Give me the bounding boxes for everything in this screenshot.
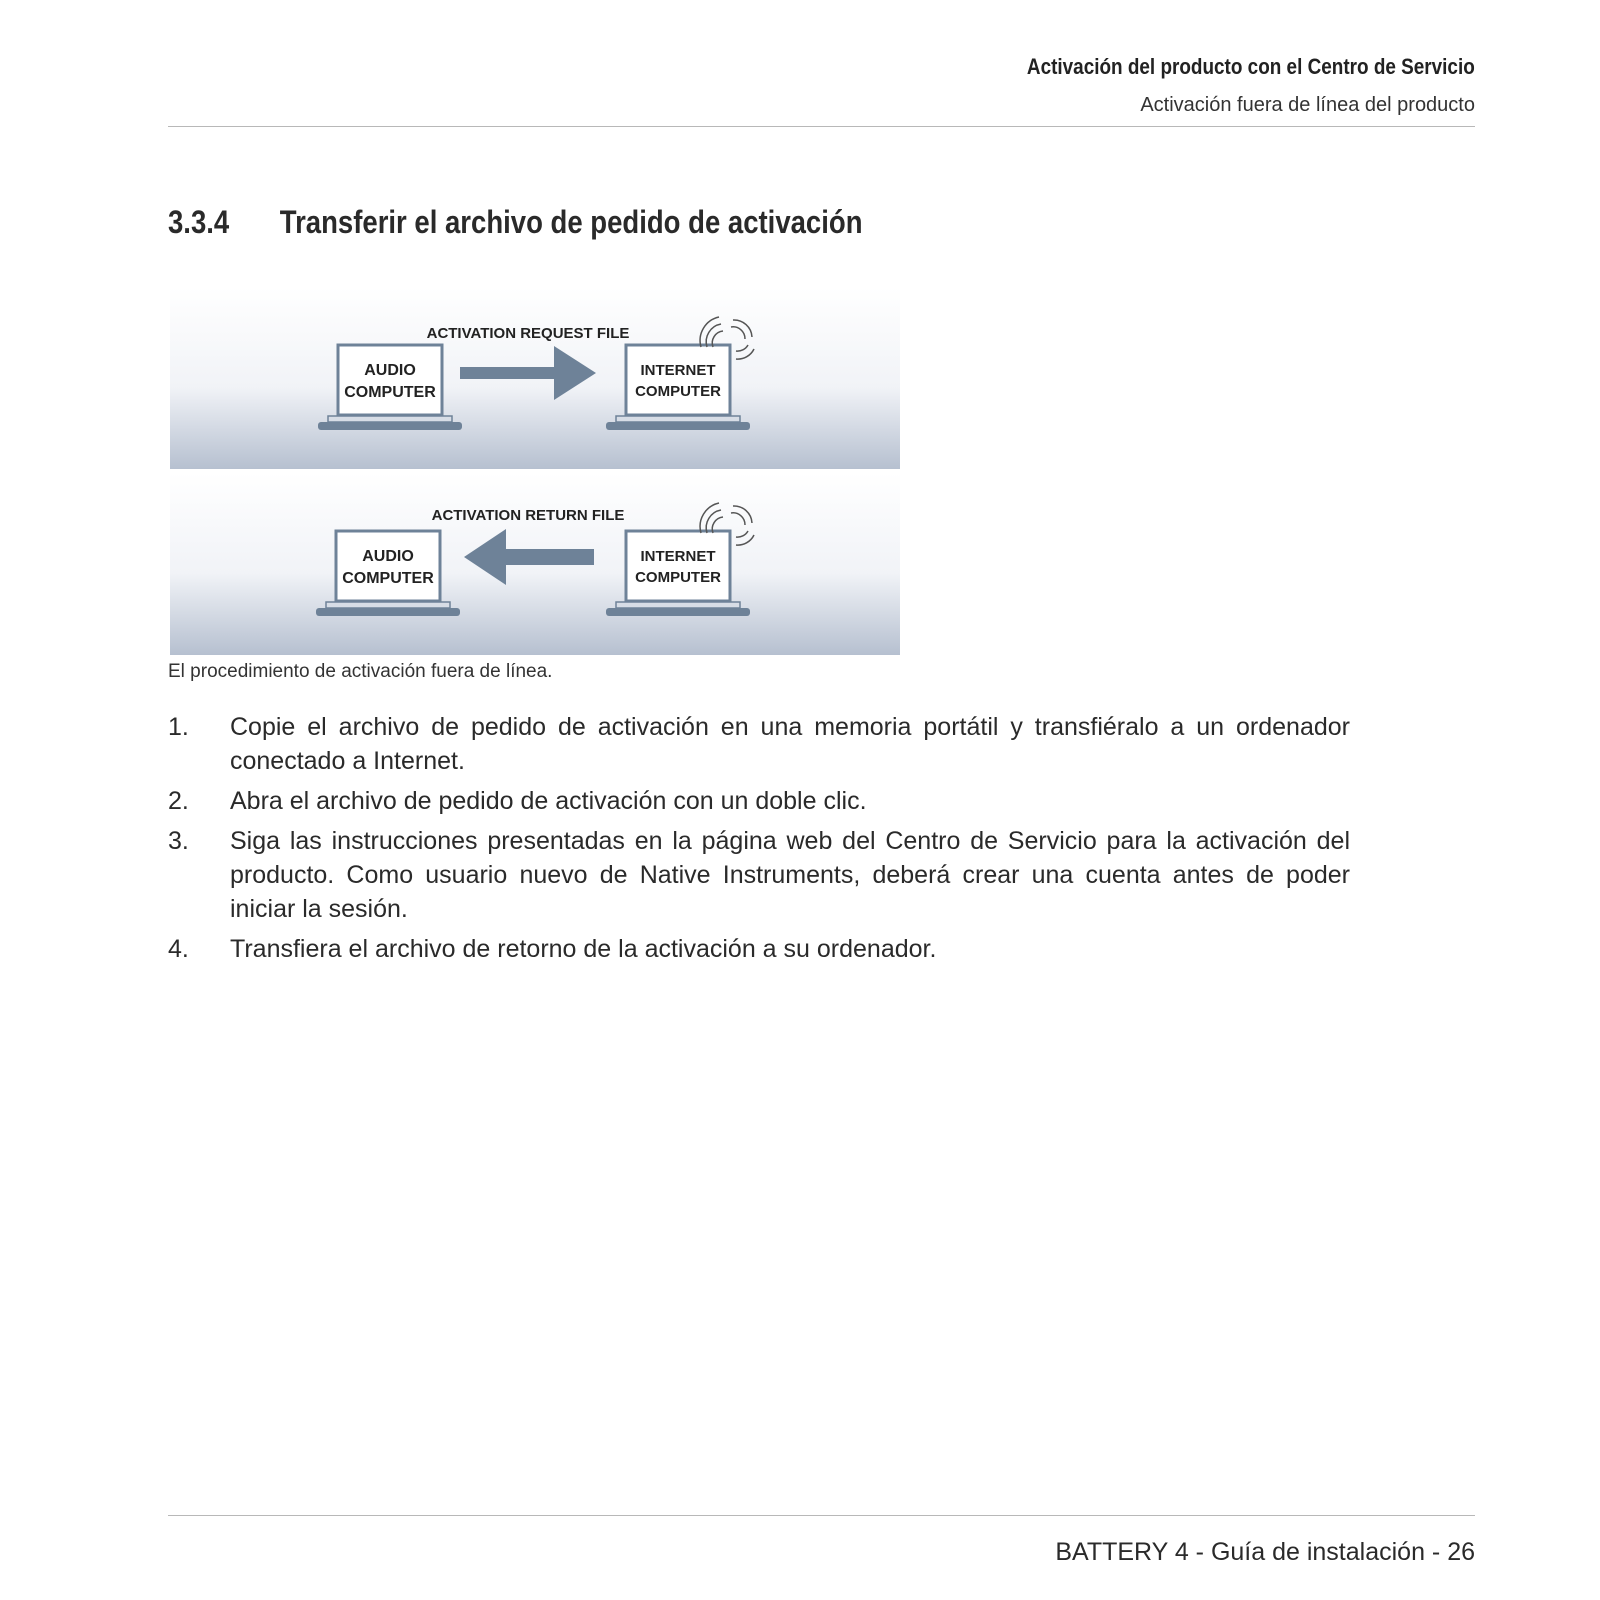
step-text: Transfiera el archivo de retorno de la activación a su ordenador.: [230, 935, 937, 963]
laptop-icon-internet: [606, 345, 750, 430]
activation-diagram: [170, 287, 900, 655]
page-footer: [168, 1515, 1475, 1566]
section-heading: [168, 204, 863, 244]
step-text: Siga las instrucciones presentadas en la página web del Centro de Servicio para la activación del producto. Como usuario nuevo de Native Instruments, deberá crear una cuenta antes de poder iniciar la sesión.: [230, 827, 1350, 923]
step-text: Copie el archivo de pedido de activación en una memoria portátil y transfiéralo a un ordenador conectado a Internet.: [230, 713, 1350, 775]
laptop-icon-audio: [316, 531, 460, 616]
page-header: [168, 48, 1475, 127]
steps-list: [168, 710, 1350, 972]
list-item: [168, 710, 1350, 778]
laptop-label-line2: COMPUTER: [635, 569, 721, 586]
figure-caption: El procedimiento de activación fuera de línea.: [168, 661, 553, 682]
step-number: 1.: [168, 713, 189, 741]
laptop-label-line1: AUDIO: [362, 548, 414, 565]
laptop-label-line1: INTERNET: [640, 548, 716, 565]
footer-page-label: BATTERY 4 - Guía de instalación - 26: [1055, 1538, 1475, 1566]
step-number: 4.: [168, 935, 189, 963]
header-section-title: Activación fuera de línea del producto: [1140, 94, 1475, 116]
list-item: [168, 932, 1350, 966]
laptop-label-line2: COMPUTER: [342, 570, 434, 587]
section-title: Transferir el archivo de pedido de activación: [279, 204, 863, 240]
laptop-label-line2: COMPUTER: [344, 384, 436, 401]
diagram-panel-request: [170, 287, 900, 469]
section-number: 3.3.4: [168, 204, 230, 240]
arrow-label-return: ACTIVATION RETURN FILE: [431, 507, 625, 524]
step-number: 3.: [168, 827, 189, 855]
step-text: Abra el archivo de pedido de activación con un doble clic.: [230, 787, 867, 815]
step-number: 2.: [168, 787, 189, 815]
laptop-icon-internet: [606, 531, 750, 616]
header-chapter-title: Activación del producto con el Centro de Servicio: [1027, 54, 1475, 79]
laptop-label-line2: COMPUTER: [635, 383, 721, 400]
diagram-svg: [170, 287, 900, 655]
list-item: [168, 784, 1350, 818]
arrow-label-request: ACTIVATION REQUEST FILE: [426, 325, 630, 342]
laptop-label-line1: AUDIO: [364, 362, 416, 379]
laptop-label-line1: INTERNET: [640, 362, 716, 379]
diagram-panel-return: [170, 473, 900, 655]
list-item: [168, 824, 1350, 926]
laptop-icon-audio: [318, 345, 462, 430]
